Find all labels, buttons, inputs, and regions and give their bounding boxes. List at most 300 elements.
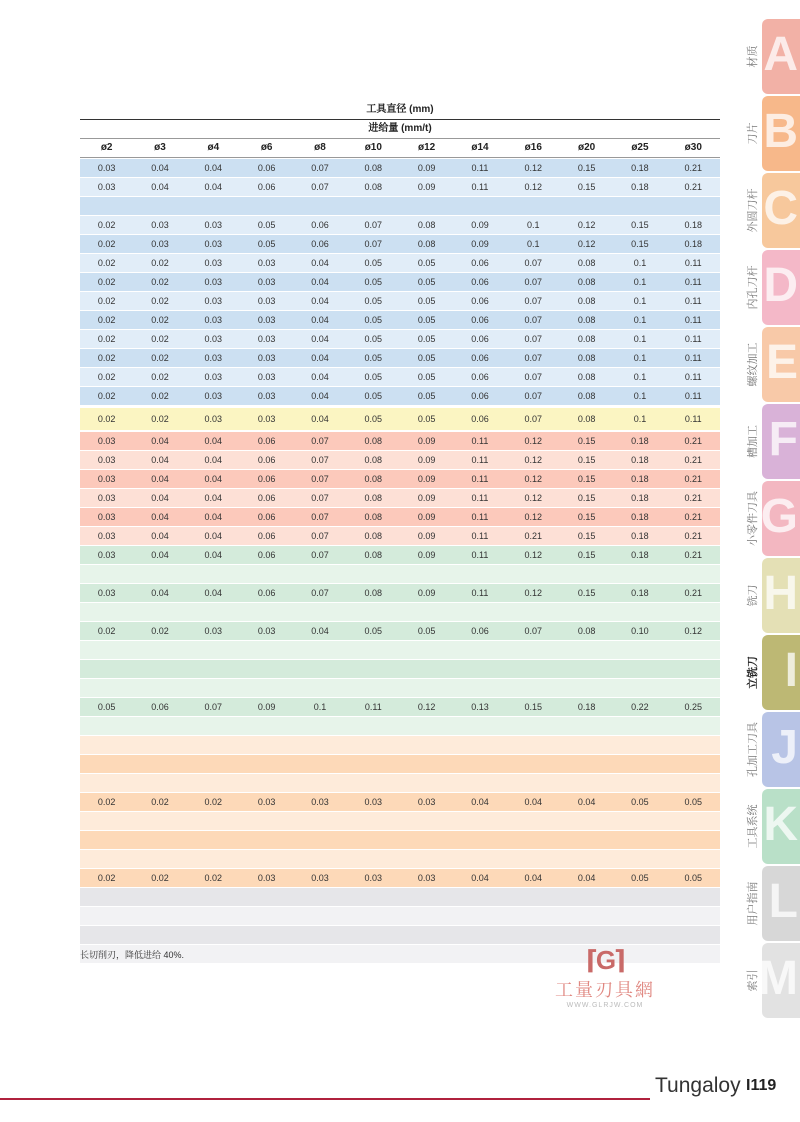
table-row xyxy=(80,235,720,253)
table-cell xyxy=(187,197,240,215)
table-cell: 0.21 xyxy=(684,163,703,173)
section-tab-e[interactable] xyxy=(747,327,800,402)
table-cell: 0.1 xyxy=(633,296,647,306)
table-cell: 0.03 xyxy=(97,550,116,560)
table-cell: 0.03 xyxy=(257,797,276,807)
table-cell: 0.08 xyxy=(577,372,596,382)
table-cell: 0.04 xyxy=(204,512,223,522)
table-cell xyxy=(133,641,186,659)
table-cell xyxy=(453,755,506,773)
table-cell: 0.08 xyxy=(364,550,383,560)
table-cell: 0.05 xyxy=(364,334,383,344)
table-cell: 0.04 xyxy=(204,163,223,173)
table-cell xyxy=(347,888,400,906)
table-cell xyxy=(400,926,453,944)
table-cell: 0.03 xyxy=(417,797,436,807)
table-cell xyxy=(507,755,560,773)
table-cell: 0.08 xyxy=(577,296,596,306)
table-cell: 0.03 xyxy=(204,353,223,363)
table-cell xyxy=(400,197,453,215)
section-tab-i[interactable] xyxy=(747,635,800,710)
table-cell: 0.08 xyxy=(364,474,383,484)
table-cell xyxy=(453,888,506,906)
table-row xyxy=(80,197,720,215)
table-cell xyxy=(133,660,186,678)
table-row xyxy=(80,850,720,868)
table-cell xyxy=(293,197,346,215)
feed-rate-header: 进给量 (mm/t) xyxy=(80,120,720,139)
table-cell: 0.08 xyxy=(577,391,596,401)
table-cell: 0.12 xyxy=(524,550,543,560)
section-tab-g[interactable] xyxy=(747,481,800,556)
table-cell: 0.09 xyxy=(417,455,436,465)
table-cell: 0.18 xyxy=(631,474,649,484)
table-cell xyxy=(240,831,293,849)
section-tab-f[interactable] xyxy=(747,404,800,479)
column-header: ø6 xyxy=(260,142,273,153)
table-cell: 0.11 xyxy=(684,296,702,306)
table-cell xyxy=(80,736,133,754)
table-cell xyxy=(133,831,186,849)
section-tab-letter: H xyxy=(763,567,798,620)
table-cell xyxy=(187,850,240,868)
table-cell: 0.18 xyxy=(631,182,649,192)
table-cell: 0.12 xyxy=(524,588,543,598)
table-cell: 0.02 xyxy=(151,391,169,401)
table-cell: 0.12 xyxy=(524,512,543,522)
table-cell xyxy=(187,774,240,792)
table-cell xyxy=(347,641,400,659)
table-cell xyxy=(133,197,186,215)
table-cell: 0.18 xyxy=(631,163,649,173)
table-cell: 0.04 xyxy=(311,296,329,306)
table-cell xyxy=(347,736,400,754)
table-cell: 0.21 xyxy=(684,512,703,522)
table-cell: 0.12 xyxy=(524,493,543,503)
table-cell xyxy=(240,812,293,830)
table-cell: 0.07 xyxy=(311,493,329,503)
table-cell: 0.02 xyxy=(151,315,169,325)
table-cell: 0.1 xyxy=(633,334,647,344)
table-cell xyxy=(453,774,506,792)
table-row xyxy=(80,216,720,234)
table-cell: 0.04 xyxy=(311,334,329,344)
table-cell: 0.08 xyxy=(417,220,436,230)
table-cell: 0.02 xyxy=(97,797,116,807)
table-cell xyxy=(133,774,186,792)
table-cell xyxy=(133,565,186,583)
table-cell: 0.03 xyxy=(97,163,116,173)
section-tab-h[interactable] xyxy=(747,558,800,633)
table-cell xyxy=(347,850,400,868)
table-cell: 0.11 xyxy=(684,414,702,424)
table-cell: 0.05 xyxy=(417,414,436,424)
table-cell xyxy=(400,565,453,583)
table-cell: 0.03 xyxy=(204,277,223,287)
table-cell: 0.06 xyxy=(471,258,489,268)
table-cell xyxy=(293,736,346,754)
table-cell: 0.25 xyxy=(684,702,703,712)
table-cell: 0.06 xyxy=(311,239,329,249)
table-cell: 0.02 xyxy=(151,353,169,363)
table-cell xyxy=(80,926,133,944)
table-cell: 0.02 xyxy=(97,353,116,363)
table-cell: 0.06 xyxy=(257,182,276,192)
column-header: ø16 xyxy=(524,142,542,153)
table-cell xyxy=(293,812,346,830)
table-cell: 0.08 xyxy=(417,239,436,249)
table-cell: 0.06 xyxy=(471,296,489,306)
table-cell: 0.02 xyxy=(97,372,116,382)
table-cell: 0.05 xyxy=(417,353,436,363)
table-cell: 0.05 xyxy=(631,797,649,807)
table-cell: 0.04 xyxy=(311,353,329,363)
table-cell: 0.1 xyxy=(633,414,647,424)
table-cell xyxy=(187,717,240,735)
table-cell xyxy=(667,755,720,773)
table-row xyxy=(80,622,720,640)
section-tab-letter: E xyxy=(765,336,798,389)
table-cell: 0.21 xyxy=(684,474,703,484)
table-cell: 0.04 xyxy=(311,391,329,401)
table-cell: 0.07 xyxy=(524,296,543,306)
column-header: ø2 xyxy=(100,142,113,153)
section-tab-label: 立铣刀 xyxy=(747,656,759,689)
table-cell xyxy=(667,831,720,849)
table-cell: 0.21 xyxy=(524,531,543,541)
table-cell xyxy=(667,926,720,944)
table-cell xyxy=(400,774,453,792)
table-cell: 0.1 xyxy=(633,372,647,382)
table-cell: 0.05 xyxy=(257,220,276,230)
table-row xyxy=(80,698,720,716)
table-cell: 0.08 xyxy=(364,455,383,465)
table-cell: 0.08 xyxy=(577,626,596,636)
table-cell: 0.06 xyxy=(471,277,489,287)
table-cell: 0.04 xyxy=(311,372,329,382)
table-cell: 0.03 xyxy=(204,296,223,306)
table-cell xyxy=(560,679,613,697)
table-cell: 0.11 xyxy=(471,436,489,446)
table-cell: 0.13 xyxy=(471,702,489,712)
table-cell xyxy=(133,717,186,735)
table-cell xyxy=(613,888,666,906)
table-cell: 0.05 xyxy=(417,372,436,382)
table-cell: 0.11 xyxy=(471,182,489,192)
table-cell xyxy=(293,945,346,963)
table-cell: 0.04 xyxy=(151,550,169,560)
table-row xyxy=(80,565,720,583)
table-cell xyxy=(187,812,240,830)
table-cell xyxy=(507,888,560,906)
table-cell: 0.18 xyxy=(631,550,649,560)
table-cell xyxy=(560,831,613,849)
table-cell xyxy=(240,565,293,583)
table-cell: 0.07 xyxy=(364,220,383,230)
table-cell: 0.15 xyxy=(577,182,596,192)
table-cell: 0.11 xyxy=(471,474,489,484)
table-cell: 0.09 xyxy=(257,702,276,712)
table-cell: 0.07 xyxy=(311,512,329,522)
table-cell xyxy=(453,831,506,849)
table-cell xyxy=(560,197,613,215)
table-cell xyxy=(400,812,453,830)
table-cell xyxy=(613,907,666,925)
table-cell xyxy=(240,717,293,735)
table-cell: 0.05 xyxy=(364,414,383,424)
table-cell: 0.04 xyxy=(151,436,169,446)
table-cell xyxy=(240,755,293,773)
table-cell: 0.07 xyxy=(311,588,329,598)
table-cell: 0.07 xyxy=(311,182,329,192)
column-header: ø30 xyxy=(684,142,702,153)
table-cell: 0.12 xyxy=(577,239,596,249)
table-cell: 0.03 xyxy=(204,372,223,382)
table-cell: 0.08 xyxy=(577,414,596,424)
table-cell xyxy=(293,831,346,849)
table-cell: 0.18 xyxy=(684,239,703,249)
table-row xyxy=(80,660,720,678)
table-cell: 0.03 xyxy=(97,182,116,192)
table-cell: 0.03 xyxy=(364,797,383,807)
table-cell: 0.05 xyxy=(631,873,649,883)
table-cell: 0.04 xyxy=(524,873,543,883)
table-cell xyxy=(347,603,400,621)
table-cell xyxy=(240,197,293,215)
table-cell: 0.04 xyxy=(471,873,489,883)
table-cell xyxy=(613,774,666,792)
table-cell: 0.03 xyxy=(204,334,223,344)
table-cell: 0.15 xyxy=(577,455,596,465)
table-cell xyxy=(347,717,400,735)
table-cell xyxy=(507,565,560,583)
table-row xyxy=(80,349,720,367)
table-cell xyxy=(507,660,560,678)
table-cell: 0.02 xyxy=(151,258,169,268)
table-cell: 0.02 xyxy=(97,258,116,268)
table-cell: 0.21 xyxy=(684,550,703,560)
table-cell: 0.04 xyxy=(151,531,169,541)
table-cell: 0.04 xyxy=(151,512,169,522)
table-cell: 0.11 xyxy=(364,702,382,712)
table-cell: 0.06 xyxy=(471,372,489,382)
table-cell xyxy=(293,660,346,678)
table-cell xyxy=(80,831,133,849)
table-cell: 0.07 xyxy=(524,334,543,344)
table-cell: 0.09 xyxy=(417,588,436,598)
section-tab-letter: F xyxy=(768,413,798,466)
table-row xyxy=(80,330,720,348)
table-cell: 0.06 xyxy=(471,414,489,424)
table-cell: 0.02 xyxy=(97,626,116,636)
table-cell: 0.04 xyxy=(151,455,169,465)
table-cell xyxy=(400,736,453,754)
table-cell xyxy=(507,717,560,735)
table-cell: 0.11 xyxy=(471,163,489,173)
column-header: ø20 xyxy=(578,142,596,153)
table-cell xyxy=(667,641,720,659)
table-cell: 0.08 xyxy=(364,493,383,503)
table-cell: 0.03 xyxy=(204,626,223,636)
section-tab-letter: C xyxy=(763,182,798,235)
table-row xyxy=(80,451,720,469)
table-cell xyxy=(560,926,613,944)
table-cell xyxy=(133,926,186,944)
table-cell xyxy=(560,736,613,754)
footer-divider xyxy=(0,1098,650,1100)
table-cell: 0.04 xyxy=(204,455,223,465)
table-cell: 0.11 xyxy=(684,372,702,382)
table-cell xyxy=(667,907,720,925)
table-cell: 0.03 xyxy=(97,455,116,465)
table-row xyxy=(80,831,720,849)
table-cell xyxy=(667,888,720,906)
table-cell xyxy=(453,850,506,868)
section-tab-c[interactable] xyxy=(747,173,800,248)
table-cell: 0.08 xyxy=(364,531,383,541)
table-cell xyxy=(80,907,133,925)
table-cell: 0.11 xyxy=(471,588,489,598)
table-cell: 0.06 xyxy=(257,474,276,484)
column-header: ø3 xyxy=(154,142,166,153)
table-cell: 0.08 xyxy=(577,315,596,325)
table-cell xyxy=(560,755,613,773)
table-cell xyxy=(507,926,560,944)
table-cell: 0.09 xyxy=(417,512,436,522)
table-cell xyxy=(400,907,453,925)
table-cell xyxy=(560,812,613,830)
table-cell xyxy=(187,641,240,659)
table-cell xyxy=(240,926,293,944)
table-cell xyxy=(560,850,613,868)
table-cell xyxy=(293,717,346,735)
table-cell: 0.04 xyxy=(151,474,169,484)
table-cell: 0.04 xyxy=(524,797,543,807)
table-cell: 0.07 xyxy=(311,474,329,484)
table-cell: 0.15 xyxy=(631,220,649,230)
table-cell: 0.03 xyxy=(97,436,116,446)
table-cell xyxy=(293,850,346,868)
section-tab-label: 刀片 xyxy=(747,122,759,145)
table-cell: 0.1 xyxy=(633,315,647,325)
section-tab-label: 小零件刀具 xyxy=(747,491,759,546)
table-cell: 0.04 xyxy=(311,258,329,268)
table-cell: 0.05 xyxy=(417,626,436,636)
table-cell: 0.09 xyxy=(417,474,436,484)
section-tab-d[interactable] xyxy=(747,250,800,325)
table-cell xyxy=(347,945,400,963)
table-cell: 0.08 xyxy=(364,512,383,522)
table-cell: 0.15 xyxy=(524,702,543,712)
table-cell xyxy=(507,850,560,868)
table-cell: 0.05 xyxy=(684,873,703,883)
table-cell: 0.06 xyxy=(151,702,169,712)
table-cell xyxy=(507,774,560,792)
table-cell: 0.02 xyxy=(151,873,169,883)
table-cell xyxy=(400,679,453,697)
table-cell xyxy=(347,565,400,583)
table-cell: 0.07 xyxy=(524,391,543,401)
section-tab-j[interactable] xyxy=(747,712,800,787)
table-cell: 0.08 xyxy=(577,334,596,344)
table-cell xyxy=(453,679,506,697)
table-cell xyxy=(80,755,133,773)
table-cell: 0.07 xyxy=(524,353,543,363)
table-cell xyxy=(453,641,506,659)
section-tab-m[interactable] xyxy=(747,943,800,1018)
table-cell xyxy=(80,812,133,830)
section-tab-letter: G xyxy=(760,490,798,543)
table-cell: 0.04 xyxy=(204,493,223,503)
table-cell: 0.1 xyxy=(633,391,647,401)
table-cell xyxy=(293,755,346,773)
table-cell xyxy=(187,603,240,621)
brand-name: Tungaloy xyxy=(655,1074,741,1097)
section-tab-a[interactable] xyxy=(747,19,800,94)
table-cell: 0.04 xyxy=(204,550,223,560)
table-body xyxy=(80,159,720,963)
table-cell xyxy=(240,679,293,697)
table-cell xyxy=(507,603,560,621)
table-cell xyxy=(293,565,346,583)
table-cell xyxy=(187,888,240,906)
section-tab-b[interactable] xyxy=(747,96,800,171)
table-cell xyxy=(560,907,613,925)
table-cell: 0.09 xyxy=(471,220,489,230)
table-cell xyxy=(80,660,133,678)
table-cell: 0.04 xyxy=(204,588,223,598)
table-cell xyxy=(347,812,400,830)
table-cell: 0.03 xyxy=(204,239,223,249)
table-cell xyxy=(560,641,613,659)
table-cell: 0.04 xyxy=(577,797,596,807)
table-cell: 0.21 xyxy=(684,531,703,541)
table-cell: 0.03 xyxy=(257,334,276,344)
table-cell: 0.03 xyxy=(257,626,276,636)
table-row xyxy=(80,546,720,564)
table-cell: 0.03 xyxy=(257,315,276,325)
table-cell: 0.03 xyxy=(204,315,223,325)
section-tab-k[interactable] xyxy=(747,789,800,864)
table-cell xyxy=(293,679,346,697)
table-cell: 0.11 xyxy=(471,493,489,503)
table-cell xyxy=(560,888,613,906)
section-tab-label: 铣刀 xyxy=(747,584,759,607)
table-cell xyxy=(133,907,186,925)
section-tab-letter: D xyxy=(763,259,798,312)
table-cell: 0.09 xyxy=(417,493,436,503)
table-cell xyxy=(347,926,400,944)
table-cell: 0.1 xyxy=(633,258,647,268)
table-row xyxy=(80,178,720,196)
table-cell xyxy=(613,812,666,830)
table-row xyxy=(80,159,720,177)
table-cell xyxy=(613,926,666,944)
section-tab-l[interactable] xyxy=(747,866,800,941)
table-cell xyxy=(80,850,133,868)
table-cell: 0.09 xyxy=(417,436,436,446)
table-cell: 0.07 xyxy=(524,372,543,382)
section-tab-letter: I xyxy=(784,644,798,697)
table-cell: 0.12 xyxy=(524,455,543,465)
table-row xyxy=(80,584,720,602)
table-cell xyxy=(507,831,560,849)
table-cell: 0.02 xyxy=(151,797,169,807)
table-cell: 0.02 xyxy=(151,296,169,306)
table-cell xyxy=(187,736,240,754)
table-cell xyxy=(293,888,346,906)
table-cell xyxy=(613,736,666,754)
